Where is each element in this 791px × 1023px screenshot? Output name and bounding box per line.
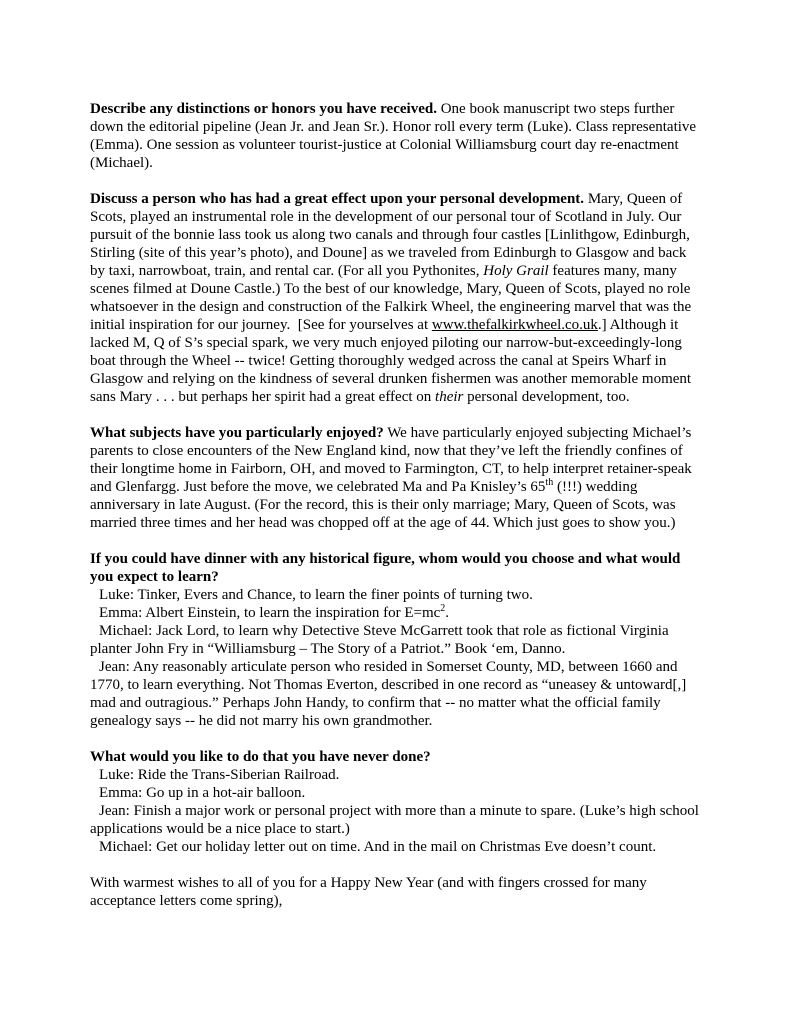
body-text: personal development, too.	[463, 389, 630, 405]
dinner-answer-jean	[90, 658, 702, 730]
question-bold-text: What subjects have you particularly enjoyed?	[90, 425, 384, 441]
closing-paragraph	[90, 874, 702, 910]
never-done-question	[90, 748, 702, 766]
superscript-text: 2	[440, 603, 446, 614]
body-text: .	[445, 605, 450, 621]
closing-section	[90, 874, 702, 910]
dinner-answer-luke	[90, 586, 702, 604]
body-text: With warmest wishes to all of you for a Happy New Year (and with fingers crossed for many acceptance letters come spring),	[90, 875, 651, 909]
honors-section	[90, 100, 702, 172]
body-text: Luke: Ride the Trans-Siberian Railroad.	[99, 767, 340, 783]
body-text: Emma: Go up in a hot-air balloon.	[99, 785, 306, 801]
personal-development-section	[90, 190, 702, 406]
body-text: Michael: Jack Lord, to learn why Detective Steve McGarrett took that role as fictional Virginia planter John Fry in “Williamsburg – The Story of a Patriot.” Book ‘em, Danno.	[90, 623, 673, 657]
dinner-question	[90, 550, 702, 586]
italic-text: their	[435, 389, 464, 405]
dinner-answer-michael	[90, 622, 702, 658]
body-text: features many, many scenes filmed at Doune Castle.) To the best of our knowledge, Mary, Queen of Scots, played no role whatsoever in the design and construction of the Falkirk Wheel, the engineering marvel that was the initial inspiration for our journey. [See for yourselves at	[90, 263, 695, 333]
honors-paragraph	[90, 100, 702, 172]
never-done-answer-luke	[90, 766, 702, 784]
body-text: Jean: Any reasonably articulate person who resided in Somerset County, MD, between 1660 and 1770, to learn everything. Not Thomas Everton, described in one record as “uneasey & untoward[,] mad and outragious.” Perhaps John Handy, to confirm that -- no matter what the official family genealogy says -- he did not marry his own grandmother.	[90, 659, 690, 729]
italic-text: Holy Grail	[483, 263, 549, 279]
question-bold-text: If you could have dinner with any historical figure, whom would you choose and what would you expect to learn?	[90, 551, 685, 585]
dinner-answer-emma	[90, 604, 702, 622]
falkirk-wheel-link[interactable]: www.thefalkirkwheel.co.uk	[431, 317, 598, 333]
personal-development-paragraph	[90, 190, 702, 406]
question-bold-text: Discuss a person who has had a great effect upon your personal development.	[90, 191, 585, 207]
body-text: Mary, Queen of Scots, played an instrumental role in the development of our personal tour of Scotland in July. Our pursuit of the bonnie lass took us along two canals and through four castles [Linlithgow, Edinburgh, Stirling (site of this year’s photo), and Doune] as we traveled from Edinburgh to Glasgow and back by taxi, narrowboat, train, and rental car. (For all you Pythonites,	[90, 191, 694, 279]
never-done-answer-michael	[90, 838, 702, 856]
document-body	[90, 100, 702, 910]
subjects-section	[90, 424, 702, 532]
dinner-question-section	[90, 550, 702, 730]
subjects-paragraph	[90, 424, 702, 532]
body-text: Jean: Finish a major work or personal project with more than a minute to spare. (Luke’s high school applications would be a nice place to start.)	[90, 803, 703, 837]
superscript-text: th	[545, 477, 554, 488]
body-text: Luke: Tinker, Evers and Chance, to learn the finer points of turning two.	[99, 587, 533, 603]
body-text: .] Although it lacked M, Q of S’s special spark, we very much enjoyed piloting our narrow-but-exceedingly-long boat through the Wheel -- twice! Getting thoroughly wedged across the canal at Speirs Wharf in Glasgow and relying on the kindness of several drunken fishermen was another memorable moment sans Mary . . . but perhaps her spirit had a great effect on	[90, 317, 695, 405]
body-text: (!!!) wedding anniversary in late August. (For the record, this is their only marriage; Mary, Queen of Scots, was married three times and her head was chopped off at the age of 44. Which just goes to show you.)	[90, 479, 680, 531]
body-text: One book manuscript two steps further down the editorial pipeline (Jean Jr. and Jean Sr.). Honor roll every term (Luke). Class representative (Emma). One session as volunteer tourist-justice at Colonial Williamsburg court day re-enactment (Michael).	[90, 101, 700, 171]
body-text: Emma: Albert Einstein, to learn the inspiration for E=mc	[99, 605, 441, 621]
question-bold-text: What would you like to do that you have never done?	[90, 749, 431, 765]
body-text: Michael: Get our holiday letter out on time. And in the mail on Christmas Eve doesn’t count.	[99, 839, 657, 855]
never-done-answer-jean	[90, 802, 702, 838]
never-done-section	[90, 748, 702, 856]
body-text: We have particularly enjoyed subjecting Michael’s parents to close encounters of the New England kind, now that they’ve left the friendly confines of their longtime home in Fairborn, OH, and moved to Farmington, CT, to help interpret retainer-speak and Glenfargg. Just before the move, we celebrated Ma and Pa Knisley’s 65	[90, 425, 696, 495]
question-bold-text: Describe any distinctions or honors you have received.	[90, 101, 437, 117]
never-done-answer-emma	[90, 784, 702, 802]
